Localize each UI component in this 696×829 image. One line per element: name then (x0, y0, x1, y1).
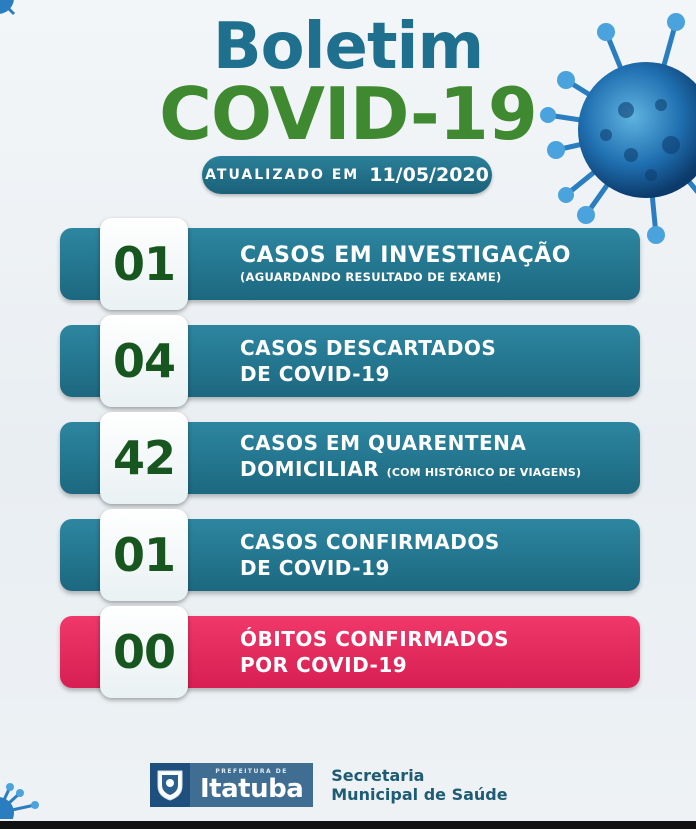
stat-row-confirmed (60, 519, 640, 591)
secretaria-line: Municipal de Saúde (331, 785, 508, 804)
stat-line: DE COVID-19 (240, 362, 390, 386)
stat-text (240, 519, 624, 591)
stat-sub: (COM HISTÓRICO DE VIAGENS) (386, 466, 582, 479)
updated-date: 11/05/2020 (369, 164, 489, 186)
stat-number-box (100, 315, 188, 407)
title-boletim: Boletim (212, 10, 484, 84)
secretaria-line: Secretaria (331, 766, 425, 785)
stat-row-investigation (60, 228, 640, 300)
stat-row-quarantine (60, 422, 640, 494)
city-crest-icon (150, 763, 190, 807)
updated-label: ATUALIZADO EM (205, 167, 360, 183)
stat-line: ÓBITOS CONFIRMADOS (240, 627, 510, 651)
logo-name-box (190, 763, 313, 807)
stat-number: 00 (112, 625, 175, 679)
stat-line: CASOS CONFIRMADOS (240, 530, 500, 554)
bottom-strip (0, 821, 696, 829)
stat-text (240, 616, 624, 688)
stat-number: 01 (112, 237, 175, 291)
stat-number: 01 (112, 528, 175, 582)
stat-line: CASOS DESCARTADOS (240, 336, 497, 360)
stat-line: DOMICILIAR (240, 457, 380, 481)
stat-line: DE COVID-19 (240, 556, 390, 580)
stat-line: POR COVID-19 (240, 653, 408, 677)
stat-line-with-sub (240, 456, 624, 486)
secretaria-label (331, 766, 507, 804)
stat-line: CASOS EM INVESTIGAÇÃO (240, 243, 571, 268)
stat-text (240, 422, 624, 494)
coronavirus-icon (0, 783, 50, 819)
stat-number: 42 (112, 431, 175, 485)
stat-text (240, 228, 624, 300)
stat-number-box (100, 606, 188, 698)
logo-prefix: PREFEITURA DE (215, 767, 288, 775)
footer (150, 760, 508, 810)
stat-number-box (100, 218, 188, 310)
title-covid: COVID-19 (159, 72, 537, 156)
stat-text (240, 325, 624, 397)
stat-number-box (100, 412, 188, 504)
stat-number-box (100, 509, 188, 601)
logo-name: Itatuba (200, 773, 304, 804)
stat-line: CASOS EM QUARENTENA (240, 431, 527, 455)
stat-sub: (AGUARDANDO RESULTADO DE EXAME) (240, 270, 502, 284)
stat-row-discarded (60, 325, 640, 397)
updated-badge (202, 156, 492, 194)
prefeitura-logo (150, 763, 313, 807)
stat-number: 04 (112, 334, 175, 388)
stat-row-deaths (60, 616, 640, 688)
